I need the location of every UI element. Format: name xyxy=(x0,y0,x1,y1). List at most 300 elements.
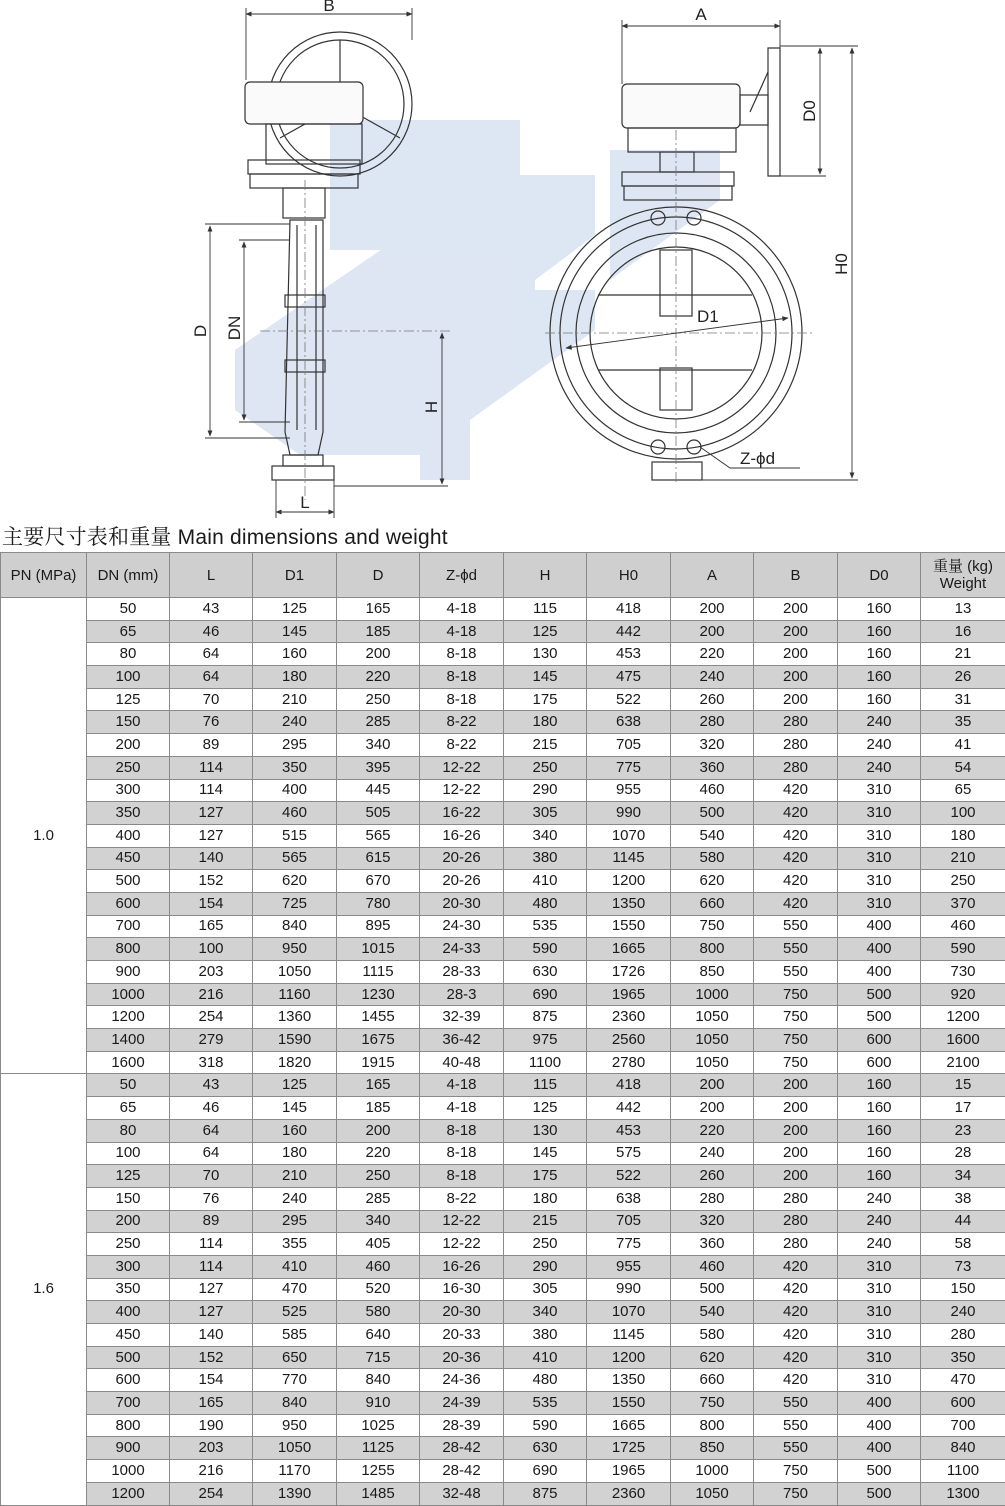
table-cell: 17 xyxy=(921,1097,1005,1120)
table-cell: 125 xyxy=(504,620,587,643)
table-cell: 522 xyxy=(587,1165,671,1188)
table-cell: 46 xyxy=(170,1097,253,1120)
table-cell: 775 xyxy=(587,756,671,779)
table-cell: 290 xyxy=(504,779,587,802)
dim-label-b: B xyxy=(323,0,334,15)
table-cell: 600 xyxy=(921,1392,1005,1415)
table-cell: 1070 xyxy=(587,824,671,847)
table-cell: 100 xyxy=(921,802,1005,825)
table-cell: 203 xyxy=(170,961,253,984)
table-cell: 320 xyxy=(671,1210,754,1233)
table-cell: 650 xyxy=(253,1346,337,1369)
table-cell: 240 xyxy=(671,666,754,689)
dimensions-table xyxy=(0,552,1005,1506)
table-cell: 840 xyxy=(253,1392,337,1415)
table-cell: 1665 xyxy=(587,1414,671,1437)
table-cell: 800 xyxy=(87,1414,170,1437)
table-cell: 1360 xyxy=(253,1006,337,1029)
table-cell: 46 xyxy=(170,620,253,643)
table-cell: 36-42 xyxy=(420,1029,504,1052)
table-cell: 550 xyxy=(754,915,838,938)
table-cell: 140 xyxy=(170,847,253,870)
valve-drawing xyxy=(0,0,1005,520)
table-cell: 500 xyxy=(838,983,921,1006)
table-cell: 12-22 xyxy=(420,1210,504,1233)
table-cell: 73 xyxy=(921,1255,1005,1278)
table-cell: 460 xyxy=(337,1255,420,1278)
table-cell: 240 xyxy=(671,1142,754,1165)
table-cell: 580 xyxy=(671,847,754,870)
table-cell: 990 xyxy=(587,802,671,825)
table-cell: 13 xyxy=(921,598,1005,621)
table-cell: 310 xyxy=(838,1255,921,1278)
table-cell: 20-30 xyxy=(420,892,504,915)
table-cell: 400 xyxy=(87,1301,170,1324)
table-cell: 460 xyxy=(253,802,337,825)
dim-label-d: D xyxy=(191,325,210,337)
table-cell: 285 xyxy=(337,711,420,734)
table-cell: 145 xyxy=(504,666,587,689)
table-row xyxy=(1,598,1005,621)
table-row xyxy=(1,1029,1005,1052)
col-header-a: A xyxy=(671,553,754,598)
table-row xyxy=(1,1414,1005,1437)
section-title: 主要尺寸表和重量 Main dimensions and weight xyxy=(2,521,448,551)
table-cell: 620 xyxy=(671,1346,754,1369)
table-cell: 405 xyxy=(337,1233,420,1256)
table-cell: 28-42 xyxy=(420,1460,504,1483)
table-cell: 500 xyxy=(838,1460,921,1483)
table-row xyxy=(1,1006,1005,1029)
table-cell: 280 xyxy=(754,1210,838,1233)
table-cell: 200 xyxy=(754,1165,838,1188)
table-cell: 240 xyxy=(838,711,921,734)
table-cell: 280 xyxy=(754,1187,838,1210)
table-cell: 550 xyxy=(754,1414,838,1437)
table-cell: 535 xyxy=(504,915,587,938)
table-cell: 250 xyxy=(504,1233,587,1256)
table-cell: 64 xyxy=(170,1119,253,1142)
table-cell: 1000 xyxy=(671,983,754,1006)
table-cell: 660 xyxy=(671,1369,754,1392)
table-cell: 1145 xyxy=(587,847,671,870)
table-cell: 127 xyxy=(170,1278,253,1301)
table-cell: 340 xyxy=(337,1210,420,1233)
table-row xyxy=(1,643,1005,666)
table-cell: 1725 xyxy=(587,1437,671,1460)
table-cell: 690 xyxy=(504,983,587,1006)
table-cell: 1050 xyxy=(671,1029,754,1052)
table-row xyxy=(1,1119,1005,1142)
col-header-z-phi-d: Z-ϕd xyxy=(420,553,504,598)
table-cell: 875 xyxy=(504,1006,587,1029)
table-cell: 240 xyxy=(253,1187,337,1210)
dim-label-z-phi-d: Z-ϕd xyxy=(740,449,775,468)
table-cell: 975 xyxy=(504,1029,587,1052)
table-cell: 1070 xyxy=(587,1301,671,1324)
table-cell: 750 xyxy=(754,1460,838,1483)
table-cell: 400 xyxy=(87,824,170,847)
table-cell: 200 xyxy=(754,1142,838,1165)
table-cell: 154 xyxy=(170,892,253,915)
table-cell: 480 xyxy=(504,892,587,915)
table-cell: 165 xyxy=(170,1392,253,1415)
table-cell: 16 xyxy=(921,620,1005,643)
table-cell: 180 xyxy=(504,1187,587,1210)
table-cell: 950 xyxy=(253,938,337,961)
table-cell: 420 xyxy=(754,1301,838,1324)
table-row xyxy=(1,1255,1005,1278)
table-cell: 715 xyxy=(337,1346,420,1369)
table-cell: 1915 xyxy=(337,1051,420,1074)
pn-group-cell: 1.6 xyxy=(1,1074,87,1505)
table-cell: 410 xyxy=(504,1346,587,1369)
table-cell: 955 xyxy=(587,1255,671,1278)
table-cell: 565 xyxy=(337,824,420,847)
table-cell: 1145 xyxy=(587,1324,671,1347)
table-row xyxy=(1,666,1005,689)
table-cell: 600 xyxy=(838,1029,921,1052)
table-cell: 200 xyxy=(754,688,838,711)
table-cell: 35 xyxy=(921,711,1005,734)
table-cell: 16-26 xyxy=(420,1255,504,1278)
table-cell: 32-39 xyxy=(420,1006,504,1029)
table-cell: 638 xyxy=(587,1187,671,1210)
table-cell: 505 xyxy=(337,802,420,825)
table-cell: 200 xyxy=(671,598,754,621)
table-cell: 615 xyxy=(337,847,420,870)
table-cell: 220 xyxy=(671,643,754,666)
table-cell: 203 xyxy=(170,1437,253,1460)
table-cell: 895 xyxy=(337,915,420,938)
table-cell: 200 xyxy=(671,620,754,643)
table-cell: 200 xyxy=(754,1097,838,1120)
table-cell: 180 xyxy=(253,666,337,689)
table-cell: 775 xyxy=(587,1233,671,1256)
table-cell: 1050 xyxy=(671,1482,754,1505)
table-cell: 80 xyxy=(87,1119,170,1142)
table-row xyxy=(1,711,1005,734)
table-cell: 550 xyxy=(754,1437,838,1460)
table-cell: 32-48 xyxy=(420,1482,504,1505)
table-cell: 660 xyxy=(671,892,754,915)
table-cell: 200 xyxy=(754,666,838,689)
table-row xyxy=(1,779,1005,802)
table-cell: 1050 xyxy=(253,1437,337,1460)
table-cell: 43 xyxy=(170,598,253,621)
table-cell: 185 xyxy=(337,620,420,643)
table-cell: 215 xyxy=(504,1210,587,1233)
table-cell: 150 xyxy=(921,1278,1005,1301)
table-cell: 1350 xyxy=(587,1369,671,1392)
table-cell: 1125 xyxy=(337,1437,420,1460)
table-cell: 21 xyxy=(921,643,1005,666)
table-cell: 240 xyxy=(838,734,921,757)
table-cell: 8-18 xyxy=(420,1142,504,1165)
table-cell: 145 xyxy=(253,620,337,643)
table-row xyxy=(1,1210,1005,1233)
table-cell: 8-18 xyxy=(420,1119,504,1142)
table-cell: 550 xyxy=(754,1392,838,1415)
table-cell: 16-30 xyxy=(420,1278,504,1301)
table-cell: 565 xyxy=(253,847,337,870)
table-cell: 410 xyxy=(253,1255,337,1278)
table-cell: 165 xyxy=(337,1074,420,1097)
table-cell: 285 xyxy=(337,1187,420,1210)
table-cell: 500 xyxy=(87,870,170,893)
table-cell: 115 xyxy=(504,1074,587,1097)
col-header-d: D xyxy=(337,553,420,598)
table-cell: 1100 xyxy=(504,1051,587,1074)
table-cell: 175 xyxy=(504,688,587,711)
table-cell: 750 xyxy=(671,915,754,938)
table-cell: 24-39 xyxy=(420,1392,504,1415)
table-cell: 1115 xyxy=(337,961,420,984)
table-row xyxy=(1,1482,1005,1505)
table-cell: 320 xyxy=(671,734,754,757)
table-cell: 114 xyxy=(170,1255,253,1278)
table-cell: 130 xyxy=(504,1119,587,1142)
table-cell: 1965 xyxy=(587,1460,671,1483)
table-cell: 200 xyxy=(87,734,170,757)
table-cell: 400 xyxy=(253,779,337,802)
table-cell: 114 xyxy=(170,756,253,779)
table-cell: 180 xyxy=(921,824,1005,847)
table-cell: 1000 xyxy=(87,1460,170,1483)
table-cell: 145 xyxy=(253,1097,337,1120)
table-cell: 750 xyxy=(754,1482,838,1505)
table-cell: 280 xyxy=(671,711,754,734)
table-cell: 620 xyxy=(253,870,337,893)
table-cell: 220 xyxy=(337,1142,420,1165)
table-cell: 550 xyxy=(754,961,838,984)
table-cell: 420 xyxy=(754,1278,838,1301)
table-cell: 705 xyxy=(587,1210,671,1233)
table-cell: 540 xyxy=(671,824,754,847)
table-cell: 125 xyxy=(253,1074,337,1097)
table-cell: 420 xyxy=(754,779,838,802)
table-cell: 1200 xyxy=(921,1006,1005,1029)
table-cell: 210 xyxy=(921,847,1005,870)
table-cell: 28-39 xyxy=(420,1414,504,1437)
table-cell: 1820 xyxy=(253,1051,337,1074)
table-cell: 44 xyxy=(921,1210,1005,1233)
table-cell: 350 xyxy=(921,1346,1005,1369)
col-header-l: L xyxy=(170,553,253,598)
table-cell: 350 xyxy=(87,1278,170,1301)
table-cell: 160 xyxy=(838,643,921,666)
table-cell: 600 xyxy=(838,1051,921,1074)
table-cell: 750 xyxy=(754,1006,838,1029)
table-row xyxy=(1,938,1005,961)
table-cell: 20-33 xyxy=(420,1324,504,1347)
table-cell: 20-26 xyxy=(420,847,504,870)
table-cell: 900 xyxy=(87,961,170,984)
table-cell: 900 xyxy=(87,1437,170,1460)
table-cell: 200 xyxy=(337,1119,420,1142)
table-cell: 180 xyxy=(253,1142,337,1165)
table-row xyxy=(1,1142,1005,1165)
table-cell: 125 xyxy=(87,1165,170,1188)
table-row xyxy=(1,1346,1005,1369)
table-cell: 690 xyxy=(504,1460,587,1483)
table-cell: 420 xyxy=(754,802,838,825)
table-cell: 8-18 xyxy=(420,643,504,666)
dim-label-a: A xyxy=(695,5,707,24)
table-cell: 80 xyxy=(87,643,170,666)
table-cell: 500 xyxy=(671,1278,754,1301)
table-cell: 2360 xyxy=(587,1006,671,1029)
table-cell: 250 xyxy=(87,756,170,779)
table-cell: 550 xyxy=(754,938,838,961)
table-cell: 420 xyxy=(754,824,838,847)
table-row xyxy=(1,1051,1005,1074)
table-cell: 28 xyxy=(921,1142,1005,1165)
table-cell: 638 xyxy=(587,711,671,734)
table-cell: 24-30 xyxy=(420,915,504,938)
table-cell: 700 xyxy=(87,915,170,938)
table-cell: 380 xyxy=(504,1324,587,1347)
table-cell: 4-18 xyxy=(420,620,504,643)
table-cell: 145 xyxy=(504,1142,587,1165)
table-row xyxy=(1,983,1005,1006)
table-cell: 160 xyxy=(253,643,337,666)
table-cell: 280 xyxy=(754,756,838,779)
table-row xyxy=(1,620,1005,643)
table-cell: 280 xyxy=(671,1187,754,1210)
table-cell: 640 xyxy=(337,1324,420,1347)
table-cell: 1000 xyxy=(87,983,170,1006)
table-cell: 15 xyxy=(921,1074,1005,1097)
table-cell: 250 xyxy=(337,1165,420,1188)
table-cell: 850 xyxy=(671,1437,754,1460)
table-cell: 800 xyxy=(87,938,170,961)
table-cell: 500 xyxy=(838,1482,921,1505)
col-header-pn: PN (MPa) xyxy=(1,553,87,598)
table-cell: 360 xyxy=(671,1233,754,1256)
table-cell: 38 xyxy=(921,1187,1005,1210)
table-row xyxy=(1,1392,1005,1415)
table-cell: 250 xyxy=(87,1233,170,1256)
table-row xyxy=(1,1437,1005,1460)
table-cell: 1050 xyxy=(671,1051,754,1074)
table-cell: 630 xyxy=(504,961,587,984)
table-cell: 1200 xyxy=(87,1006,170,1029)
table-cell: 127 xyxy=(170,802,253,825)
table-cell: 850 xyxy=(671,961,754,984)
table-cell: 160 xyxy=(838,1119,921,1142)
table-cell: 840 xyxy=(337,1369,420,1392)
table-cell: 240 xyxy=(838,1187,921,1210)
col-header-d1: D1 xyxy=(253,553,337,598)
table-cell: 840 xyxy=(253,915,337,938)
table-cell: 127 xyxy=(170,1301,253,1324)
table-row xyxy=(1,1324,1005,1347)
table-cell: 200 xyxy=(754,620,838,643)
table-cell: 100 xyxy=(87,666,170,689)
table-row xyxy=(1,1097,1005,1120)
table-cell: 26 xyxy=(921,666,1005,689)
table-cell: 12-22 xyxy=(420,779,504,802)
table-cell: 295 xyxy=(253,1210,337,1233)
table-cell: 910 xyxy=(337,1392,420,1415)
table-cell: 280 xyxy=(754,711,838,734)
table-cell: 20-30 xyxy=(420,1301,504,1324)
col-header-h: H xyxy=(504,553,587,598)
table-cell: 125 xyxy=(87,688,170,711)
table-row xyxy=(1,734,1005,757)
table-row xyxy=(1,688,1005,711)
table-cell: 40-48 xyxy=(420,1051,504,1074)
table-cell: 200 xyxy=(671,1074,754,1097)
table-cell: 470 xyxy=(921,1369,1005,1392)
table-cell: 480 xyxy=(504,1369,587,1392)
table-cell: 318 xyxy=(170,1051,253,1074)
table-cell: 400 xyxy=(838,1414,921,1437)
table-cell: 50 xyxy=(87,1074,170,1097)
table-cell: 4-18 xyxy=(420,1097,504,1120)
table-cell: 750 xyxy=(754,983,838,1006)
table-cell: 1025 xyxy=(337,1414,420,1437)
pn-group-cell: 1.0 xyxy=(1,598,87,1074)
table-cell: 590 xyxy=(504,1414,587,1437)
table-cell: 420 xyxy=(754,892,838,915)
table-cell: 522 xyxy=(587,688,671,711)
table-cell: 8-22 xyxy=(420,734,504,757)
table-cell: 1485 xyxy=(337,1482,420,1505)
table-cell: 520 xyxy=(337,1278,420,1301)
table-cell: 445 xyxy=(337,779,420,802)
table-cell: 200 xyxy=(754,643,838,666)
table-cell: 240 xyxy=(253,711,337,734)
table-cell: 400 xyxy=(838,938,921,961)
table-cell: 310 xyxy=(838,1346,921,1369)
table-cell: 1200 xyxy=(87,1482,170,1505)
table-cell: 8-22 xyxy=(420,1187,504,1210)
table-cell: 400 xyxy=(838,1437,921,1460)
table-cell: 28-33 xyxy=(420,961,504,984)
table-cell: 41 xyxy=(921,734,1005,757)
table-cell: 1600 xyxy=(921,1029,1005,1052)
table-cell: 240 xyxy=(838,756,921,779)
table-cell: 1390 xyxy=(253,1482,337,1505)
table-row xyxy=(1,802,1005,825)
table-cell: 1726 xyxy=(587,961,671,984)
dim-label-d0: D0 xyxy=(800,100,819,122)
table-cell: 310 xyxy=(838,1369,921,1392)
table-cell: 125 xyxy=(253,598,337,621)
table-row xyxy=(1,756,1005,779)
table-cell: 250 xyxy=(337,688,420,711)
table-cell: 12-22 xyxy=(420,1233,504,1256)
table-cell: 450 xyxy=(87,1324,170,1347)
table-cell: 1050 xyxy=(671,1006,754,1029)
table-cell: 1400 xyxy=(87,1029,170,1052)
table-cell: 305 xyxy=(504,1278,587,1301)
table-cell: 420 xyxy=(754,1346,838,1369)
table-cell: 395 xyxy=(337,756,420,779)
table-cell: 24-33 xyxy=(420,938,504,961)
table-cell: 780 xyxy=(337,892,420,915)
table-cell: 23 xyxy=(921,1119,1005,1142)
table-row xyxy=(1,1460,1005,1483)
table-cell: 114 xyxy=(170,779,253,802)
table-cell: 310 xyxy=(838,1278,921,1301)
table-cell: 875 xyxy=(504,1482,587,1505)
table-cell: 350 xyxy=(253,756,337,779)
table-cell: 340 xyxy=(504,1301,587,1324)
table-cell: 180 xyxy=(504,711,587,734)
